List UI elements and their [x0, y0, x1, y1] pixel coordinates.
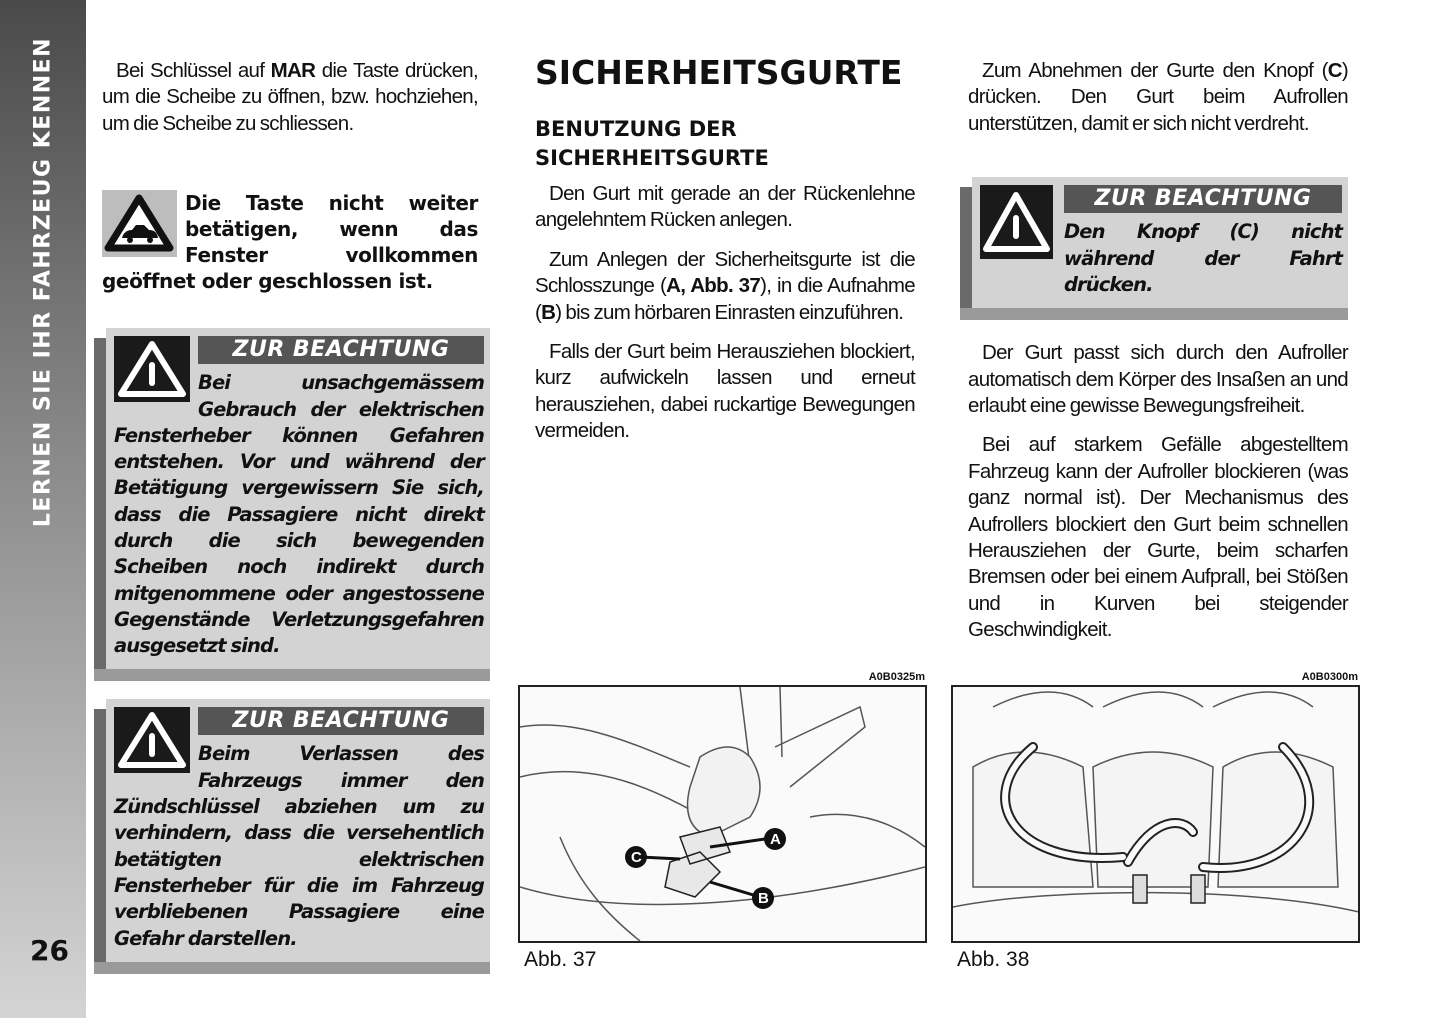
label-a: A — [770, 831, 781, 848]
intro-paragraph — [102, 58, 478, 137]
figure-code: A0B0325m — [868, 671, 925, 683]
subtitle-line: BENUTZUNG DER — [535, 117, 737, 141]
page-number: 26 — [30, 934, 69, 967]
text: ) drücken. Den Gurt beim Aufrollen unterstützen, damit er sich nicht verdreht. — [968, 59, 1348, 135]
warning-triangle-icon — [114, 336, 190, 402]
column-3-text — [951, 58, 1348, 657]
warning-text: Den Knopf (C) nicht während der Fahrt drücken. — [1064, 220, 1342, 296]
ref: C — [1327, 59, 1342, 82]
text: Zum Anlegen der Sicherheitsgurte ist die Schlosszunge ( — [535, 247, 915, 298]
figure-caption: Abb. 37 — [524, 948, 597, 971]
page-title: SICHERHEITSGURTE — [535, 53, 903, 92]
warning-triangle-icon — [980, 185, 1053, 259]
key-position: MAR — [270, 59, 316, 82]
paragraph — [968, 58, 1348, 137]
ref: B — [541, 300, 556, 324]
text: Bei Schlüssel auf — [116, 59, 271, 82]
figure-seatbelt-buckle — [518, 685, 927, 943]
note-body: Die Taste nicht weiter betätigen, wenn das Fenster vollkommen geöffnet oder geschlossen ist. — [102, 191, 478, 294]
warning-title: ZUR BEACHTUNG — [198, 336, 484, 364]
text: ), in die Aufnahme ( — [535, 274, 915, 324]
warning-text: Beim Verlassen des Fahrzeugs immer den Zündschlüssel abziehen um zu verhindern, dass die versehentlich betätigten elektrischen Fensterheber für die im Fahrzeug verbliebenen Passagiere eine Gefahr darstellen. — [114, 742, 484, 950]
paragraph: Bei auf starkem Gefälle abgestelltem Fahrzeug kann der Aufroller blockieren (was ganz normal ist). Der Mechanismus des Aufrollers blockiert den Gurt beim schnellen Herausziehen der Gurte, beim scharfen Bremsen oder bei einem Aufprall, bei Stößen und in Kurven bei steigender Geschwindigkeit. — [968, 433, 1348, 642]
warning-triangle-icon — [114, 707, 190, 773]
warning-title: ZUR BEACHTUNG — [198, 707, 484, 735]
note-text — [102, 190, 478, 294]
figure-caption: Abb. 38 — [957, 948, 1030, 971]
section-subtitle — [535, 115, 915, 173]
warning-box-window — [106, 328, 490, 669]
text: ) bis zum hörbaren Einrasten einzuführen. — [555, 300, 904, 324]
figure-rear-seatbelts — [951, 685, 1360, 943]
column-3 — [951, 58, 1363, 973]
label-b: B — [758, 890, 769, 907]
ref: A, Abb. 37 — [666, 274, 761, 298]
car-warning-icon — [102, 190, 177, 257]
warning-text: Bei unsachgemässem Gebrauch der elektrischen Fensterheber können Gefahren entstehen. Vor und während der Betätigung vergewissern Sie sich, dass die Passagiere nicht direkt durch die sich bewegenden Scheiben noch indirekt durch mitgenommene oder angestossene Gegenstände Verletzungsgefahren ausgesetzt sind. — [114, 371, 484, 658]
subtitle-line: SICHERHEITSGURTE — [535, 146, 769, 170]
column-1 — [102, 58, 490, 973]
section-title: LERNEN SIE IHR FAHRZEUG KENNEN — [30, 36, 56, 528]
paragraph: Falls der Gurt beim Herausziehen blockiert, kurz aufwickeln lassen und erneut herausziehen, dabei ruckartige Bewegungen vermeiden. — [535, 340, 915, 443]
column-2 — [518, 53, 930, 973]
text: Zum Abnehmen der Gurte den Knopf ( — [982, 59, 1328, 82]
column-2-text — [518, 53, 915, 458]
warning-box-key — [106, 699, 490, 961]
label-c: C — [631, 849, 642, 866]
paragraph: Der Gurt passt sich durch den Aufroller automatisch dem Körper des Insaßen an und erlaubt eine gewisse Bewegungsfreiheit. — [968, 341, 1348, 417]
figure-block — [951, 670, 1363, 973]
figure-code: A0B0300m — [1301, 671, 1358, 683]
figure-block — [518, 670, 930, 973]
paragraph — [535, 247, 915, 326]
paragraph: Den Gurt mit gerade an der Rückenlehne angelehntem Rücken anlegen. — [535, 182, 915, 232]
warning-title: ZUR BEACHTUNG — [1064, 185, 1342, 213]
text: die Taste drücken, um die Scheibe zu öffnen, bzw. hochziehen, um die Scheibe zu schliessen. — [102, 59, 478, 135]
warning-box-button — [972, 177, 1348, 308]
section-sidebar — [0, 0, 86, 1018]
